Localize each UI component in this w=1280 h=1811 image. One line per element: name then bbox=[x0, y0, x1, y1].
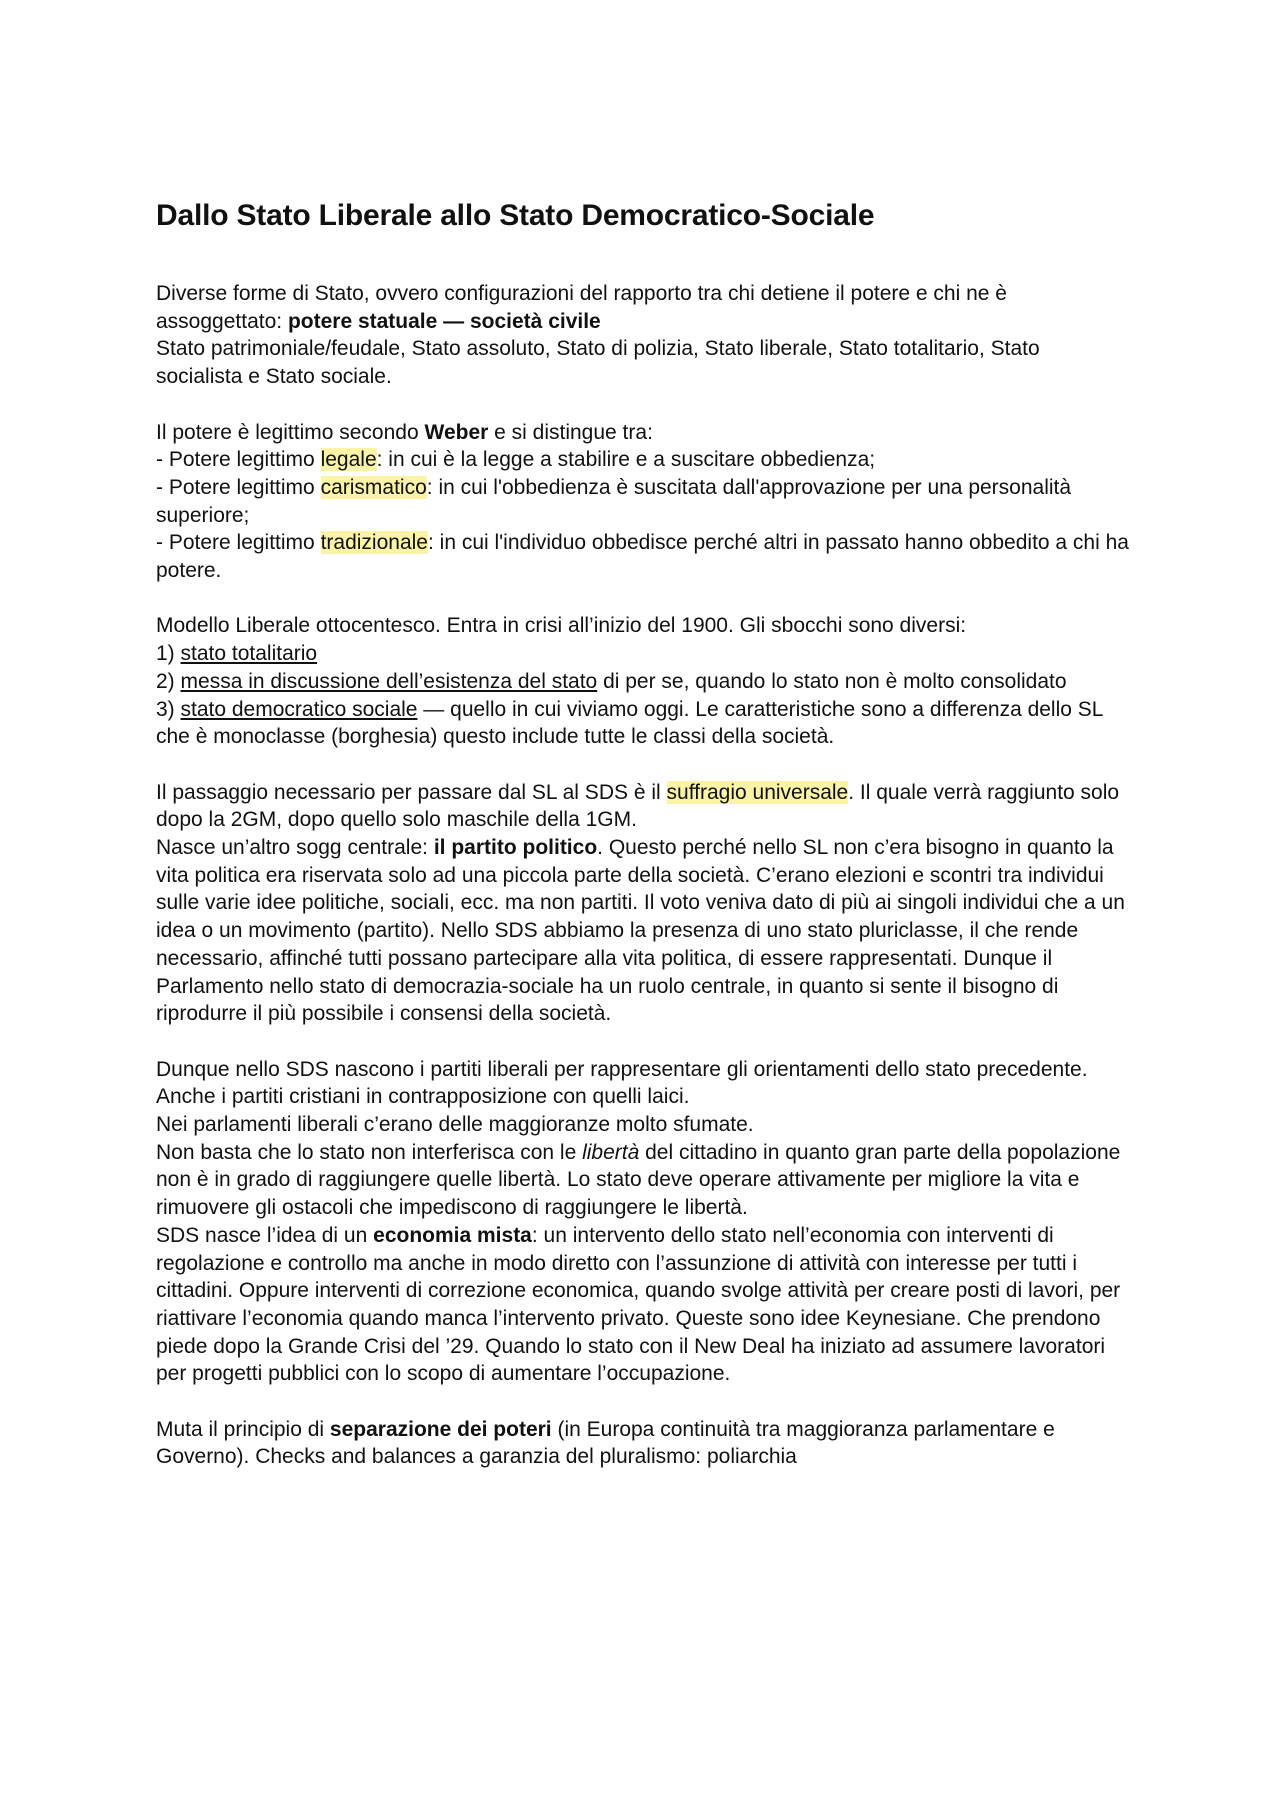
bold-term: Weber bbox=[424, 420, 489, 444]
text-span: di per se, quando lo stato non è molto consolidato bbox=[597, 669, 1067, 693]
text-span: . Il quale verrà raggiunto solo dopo la 2GM, dopo quello solo maschile della 1GM. bbox=[156, 780, 1120, 832]
list-item-tradizionale bbox=[156, 529, 1130, 584]
text-span: — quello in cui viviamo oggi. Le caratteristiche sono a differenza dello SL che è monoclasse (borghesia) questo include tutte le classi della società. bbox=[156, 697, 1103, 749]
bold-term: potere statuale — società civile bbox=[287, 309, 601, 333]
list-number: 3) bbox=[156, 697, 181, 721]
paragraph-separazione-poteri bbox=[156, 1416, 1130, 1471]
paragraph-forme-di-stato bbox=[156, 280, 1130, 335]
text-span: Stato patrimoniale/feudale, Stato assoluto, Stato di polizia, Stato liberale, Stato totalitario, Stato socialista e Stato sociale. bbox=[156, 337, 1040, 389]
text-span: : un intervento dello stato nell’economia con interventi di regolazione e controllo ma anche in modo diretto con l’assunzione di attività con interesse per tutti i cittadini. Oppure interventi di correzione economica, quando svolge attività per creare posti di lavori, per riattivare l’economia quando manca l’intervento privato. Queste sono idee Keynesiane. Che prendono piede dopo la Grande Crisi del ’29. Quando lo stato con il New Deal ha iniziato ad assumere lavoratori per progetti pubblici con lo scopo di aumentare l’occupazione. bbox=[156, 1223, 1121, 1386]
text-span: : in cui l'individuo obbedisce perché altri in passato hanno obbedito a chi ha potere. bbox=[156, 531, 1129, 583]
paragraph-elenco-stati bbox=[156, 335, 1130, 390]
paragraph-gap bbox=[156, 751, 1130, 779]
underlined-term: stato totalitario bbox=[180, 642, 318, 666]
text-span: Non basta che lo stato non interferisca con le bbox=[156, 1140, 583, 1164]
text-span: Il potere è legittimo secondo bbox=[156, 420, 425, 444]
list-item-3 bbox=[156, 696, 1130, 751]
underlined-term: messa in discussione dell’esistenza del stato bbox=[180, 669, 598, 693]
text-span: Diverse forme di Stato, ovvero configurazioni del rapporto tra chi detiene il potere e chi ne è assoggettato: bbox=[156, 282, 1007, 333]
highlighted-term: carismatico bbox=[320, 475, 427, 499]
list-number: 1) bbox=[156, 642, 181, 666]
text-span: : in cui l'obbedienza è suscitata dall'approvazione per una personalità superiore; bbox=[156, 475, 1072, 527]
paragraph-modello-liberale bbox=[156, 612, 1130, 640]
text-span: e si distingue tra: bbox=[488, 420, 653, 444]
bold-term: separazione dei poteri bbox=[329, 1417, 552, 1441]
text-span: SDS nasce l’idea di un bbox=[156, 1223, 374, 1247]
bold-term: economia mista bbox=[373, 1223, 532, 1247]
paragraph-weber bbox=[156, 419, 1130, 447]
paragraph-gap bbox=[156, 391, 1130, 419]
text-span: - Potere legittimo bbox=[156, 475, 321, 499]
paragraph-partito-politico bbox=[156, 834, 1130, 1028]
paragraph-partiti-liberali bbox=[156, 1056, 1130, 1111]
paragraph-maggioranze bbox=[156, 1111, 1130, 1139]
text-span: del cittadino in quanto gran parte della popolazione non è in grado di raggiungere quelle libertà. Lo stato deve operare attivamente per migliore la vita e rimuovere gli ostacoli che impediscono di raggiungere le libertà. bbox=[156, 1140, 1121, 1220]
text-span: (in Europa continuità tra maggioranza parlamentare e Governo). Checks and balances a garanzia del pluralismo: poliarchia bbox=[156, 1417, 1055, 1469]
text-span: Il passaggio necessario per passare dal SL al SDS è il bbox=[156, 780, 667, 804]
list-item-1 bbox=[156, 640, 1130, 668]
underlined-term: stato democratico sociale bbox=[180, 697, 418, 721]
bold-term: il partito politico bbox=[433, 836, 598, 860]
page-title: Dallo Stato Liberale allo Stato Democratico-Sociale bbox=[156, 199, 875, 232]
text-span: - Potere legittimo bbox=[156, 531, 321, 555]
text-span: : in cui è la legge a stabilire e a suscitare obbedienza; bbox=[376, 448, 876, 472]
paragraph-liberta bbox=[156, 1139, 1130, 1222]
list-item-2 bbox=[156, 668, 1130, 696]
text-span: . Questo perché nello SL non c’era bisogno in quanto la vita politica era riservata solo ad una piccola parte della società. C’erano elezioni e scontri tra individui sulle varie idee politiche, sociali, ecc. ma non partiti. Il voto veniva dato di più ai singoli individui che a un idea o un movimento (partito). Nello SDS abbiamo la presenza di uno stato pluriclasse, il che rende necessario, affinché tutti possano partecipare alla vita politica, di essere rappresentati. Dunque il Parlamento nello stato di democrazia-sociale ha un ruolo centrale, in quanto si sente il bisogno di riprodurre il più possibile i consensi della società. bbox=[156, 836, 1125, 1026]
text-span: Nei parlamenti liberali c’erano delle maggioranze molto sfumate. bbox=[156, 1113, 754, 1137]
italic-term: libertà bbox=[582, 1140, 640, 1164]
paragraph-suffragio bbox=[156, 779, 1130, 834]
text-span: Dunque nello SDS nascono i partiti liberali per rappresentare gli orientamenti dello stato precedente. Anche i partiti cristiani in contrapposizione con quelli laici. bbox=[156, 1057, 1088, 1109]
list-number: 2) bbox=[156, 669, 181, 693]
text-span: Modello Liberale ottocentesco. Entra in crisi all’inizio del 1900. Gli sbocchi sono diversi: bbox=[156, 614, 967, 638]
list-item-carismatico bbox=[156, 474, 1130, 529]
text-span: - Potere legittimo bbox=[156, 448, 321, 472]
highlighted-term: legale bbox=[320, 448, 377, 472]
highlighted-term: tradizionale bbox=[320, 531, 428, 555]
highlighted-term: suffragio universale bbox=[666, 780, 849, 804]
list-item-legale bbox=[156, 446, 1130, 474]
paragraph-gap bbox=[156, 1028, 1130, 1056]
paragraph-gap bbox=[156, 1388, 1130, 1416]
text-span: Nasce un’altro sogg centrale: bbox=[156, 836, 434, 860]
paragraph-economia-mista bbox=[156, 1222, 1130, 1388]
text-span: Muta il principio di bbox=[156, 1417, 330, 1441]
paragraph-gap bbox=[156, 585, 1130, 613]
